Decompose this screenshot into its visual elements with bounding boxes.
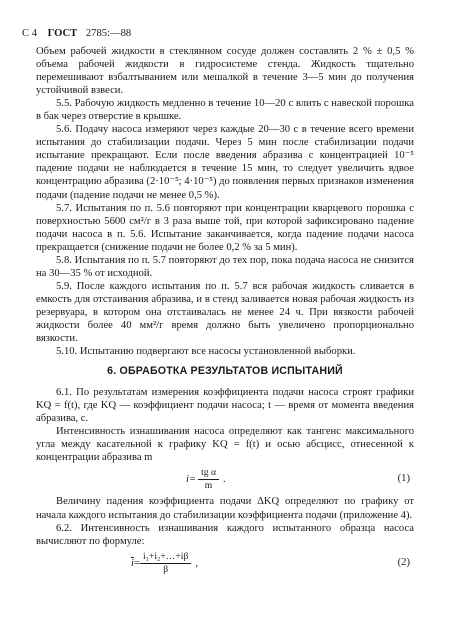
paragraph-5-9: 5.9. После каждого испытания по п. 5.7 вся рабочая жидкость сливается в емкость для отстаивания абразива, и в стенд заливается новая рабочая жидкость из резервуара, в котором она отстаивалась не менее 24 ч. При вязкости рабочей жидкости более 40 мм²/г время должно быть увеличено пропорционально вязкости.: [36, 280, 414, 345]
section-title: 6. ОБРАБОТКА РЕЗУЛЬТАТОВ ИСПЫТАНИЙ: [107, 365, 343, 378]
document-body: [36, 45, 414, 579]
page-number: С 4: [22, 28, 38, 39]
paragraph-wear-intensity: Интенсивность изнашивания насоса определяют как тангенс максимального угла между касательной к графику KQ = f(t) и осью абсцисс, отнесенной к концентрации абразива m: [36, 426, 414, 464]
paragraph-6-1: 6.1. По результатам измерения коэффициента подачи насоса строят графики KQ = f(t), где KQ — коэффициент подачи насоса; t — время от момента введения абразива, с.: [36, 387, 414, 425]
paragraph-6-2: 6.2. Интенсивность изнашивания каждого испытанного образца насоса вычисляют по формуле:: [36, 522, 414, 547]
paragraph-5-7: 5.7. Испытания по п. 5.6 повторяют при концентрации кварцевого порошка с поверхностью 5600 см²/г в 3 раза выше той, при которой зафиксировано падение подачи насоса в п. 5.6. Испытание заканчивается, когда падение подачи насоса прекращается (снижение подачи не более 0,2 % за 5 мин).: [36, 202, 414, 253]
formula-1-period: .: [222, 474, 226, 486]
paragraph-5-5: 5.5. Рабочую жидкость медленно в течение 10—20 с влить с навеской порошка в бак через отверстие в крышке.: [36, 98, 414, 123]
formula-1: [36, 466, 414, 492]
page-header: [22, 27, 412, 41]
paragraph-5-8: 5.8. Испытания по п. 5.7 повторяют до тех пор, пока подача насоса не снизится на 30—35 % от исходной.: [36, 254, 414, 279]
formula-2-number: (2): [397, 556, 410, 568]
formula-1-number: (1): [397, 473, 410, 485]
formula-1-lhs: i=: [186, 474, 197, 486]
formula-2: [36, 550, 414, 576]
formula-1-denominator: m: [204, 480, 213, 492]
formula-2-numerator: i₁+i₂+…+iβ: [140, 552, 191, 564]
formula-1-fraction: [198, 468, 219, 491]
formula-2-denominator: β: [163, 563, 169, 575]
formula-2-fraction: [140, 552, 191, 575]
standard-label: ГОСТ: [47, 28, 78, 39]
paragraph-delta-kq: Величину падения коэффициента подачи ΔKQ определяют по графику от начала каждого испытания до стабилизации коэффициента подачи (приложение 4).: [36, 496, 414, 521]
formula-2-equals: =: [133, 557, 140, 569]
formula-2-comma: ,: [195, 557, 198, 569]
formula-1-numerator: tg α: [198, 468, 219, 480]
paragraph-5-10: 5.10. Испытанию подвергают все насосы установленной выборки.: [56, 346, 356, 358]
formula-2-mean-i: $\overline{i}$: [131, 557, 134, 569]
standard-number: 2785:—88: [85, 28, 132, 39]
paragraph-5-6: 5.6. Подачу насоса измеряют через каждые 20—30 с в течение всего времени испытания до стабилизации подачи. Через 5 мин после стабилизации подачи испытание прекращают. Если после введения абразива с концентрацией 10⁻⁵ падение подачи не наблюдается в течение 15 мин, то следует увеличить вдвое концентрацию абразива (2·10⁻⁵; 4·10⁻⁵) до появления первых признаков изменения подачи (падение подачи не менее 0,5 %).: [36, 124, 414, 201]
paragraph-volume: Объем рабочей жидкости в стеклянном сосуде должен составлять 2 % ± 0,5 % объема рабочей жидкости в гидросистеме стенда. Жидкость тщательно перемешивают взбалтыванием или мешалкой в течение 3—5 мин до получения устойчивой взвеси.: [36, 46, 414, 97]
